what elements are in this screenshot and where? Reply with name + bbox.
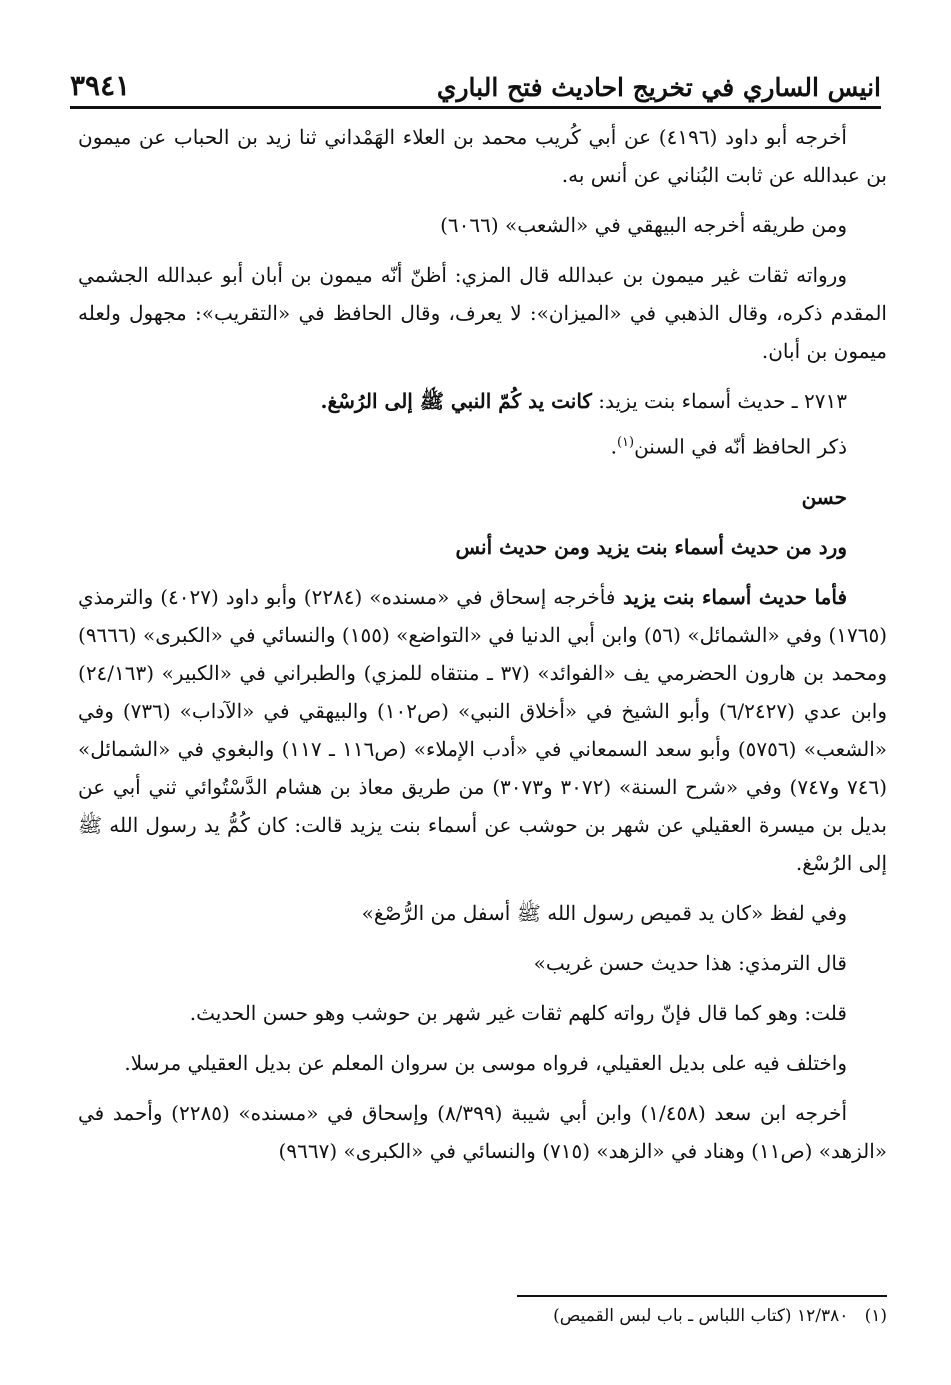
footnote-reference[interactable]: (١): [616, 435, 635, 450]
paragraph-variant-wording: وفي لفظ «كان يد قميص رسول الله ﷺ أسفل من الرُّصْغ»: [361, 900, 847, 925]
sources-heading: ورد من حديث أسماء بنت يزيد ومن حديث أنس: [455, 534, 847, 559]
hafiz-text: ذكر الحافظ أنّه في السنن: [634, 434, 847, 459]
page-number: ٣٩٤١: [70, 69, 131, 102]
paragraph-abu-dawud: أخرجه أبو داود (٤١٩٦) عن أبي كُريب محمد بن العلاء الهَمْداني ثنا زيد بن الحباب عن ميمون بن عبدالله عن ثابت البُناني عن أنس به.: [78, 125, 887, 187]
footnote: [78, 1302, 887, 1330]
grade-heading: حسن: [801, 484, 847, 509]
footnote-separator: [517, 1295, 887, 1297]
paragraph-tirmidhi: قال الترمذي: هذا حديث حسن غريب»: [533, 950, 847, 975]
paragraph-bayhaqi: ومن طريقه أخرجه البيهقي في «الشعب» (٦٠٦٦): [440, 213, 847, 237]
hadith-text: كانت يد كُمّ النبي ﷺ إلى الرُسْغ.: [320, 389, 592, 413]
paragraph-ibn-sad: أخرجه ابن سعد (١/٤٥٨) وابن أبي شيبة (٨/٣٩٩) وإسحاق في «مسنده» (٢٢٨٥) وأحمد في «الزهد» (ص١١) وهناد في «الزهد» (٧١٥) والنسائي في «الكبرى» (٩٦٦٧): [78, 1100, 887, 1163]
page-header: [70, 52, 881, 109]
hadith-number-text: ٢٧١٣ ـ حديث أسماء بنت يزيد:: [591, 389, 847, 413]
footnote-text: ١٢/٣٨٠ (كتاب اللباس ـ باب لبس القميص): [553, 1306, 849, 1326]
hadith-heading: [78, 382, 887, 420]
footnote-marker: (١): [864, 1306, 887, 1326]
hafiz-end: .: [610, 434, 617, 459]
paragraph-narrators: ورواته ثقات غير ميمون بن عبدالله قال المزي: أظنّ أنّه ميمون بن أبان أبو عبدالله الجشمي المقدم ذكره، وقال الذهبي في «الميزان»: لا يعرف، وقال الحافظ في «التقريب»: مجهول ولعله ميمون بن أبان.: [78, 263, 887, 363]
page-body: [78, 118, 887, 1182]
running-title: انيس الساري في تخريج احاديث فتح الباري: [436, 73, 881, 102]
paragraph-assessment: قلت: وهو كما قال فإنّ رواته كلهم ثقات غير شهر بن حوشب وهو حسن الحديث.: [189, 1000, 847, 1025]
paragraph-hafiz: [78, 424, 887, 466]
paragraph-disagreement: واختلف فيه على بديل العقيلي، فرواه موسى بن سروان المعلم عن بديل العقيلي مرسلا.: [124, 1050, 847, 1075]
asma-text: فأخرجه إسحاق في «مسنده» (٢٢٨٤) وأبو داود (٤٠٢٧) والترمذي (١٧٦٥) وفي «الشمائل» (٥٦) وابن أبي الدنيا في «التواضع» (١٥٥) والنسائي في «الكبرى» (٩٦٦٦) ومحمد بن هارون الحضرمي يف «الفوائد» (٣٧ ـ منتقاه للمزي) والطبراني في «الكبير» (٢٤/١٦٣) وابن عدي (٦/٢٤٢٧) وأبو الشيخ في «أخلاق النبي» (ص١٠٢) والبيهقي في «الآداب» (٧٣٦) وفي «الشعب» (٥٧٥٦) وأبو سعد السمعاني في «أدب الإملاء» (ص١١٦ ـ ١١٧) والبغوي في «الشمائل» (٧٤٦ و٧٤٧) وفي «شرح السنة» (٣٠٧٢ و٣٠٧٣) من طريق معاذ بن هشام الدَّسْتُوائي ثني أبي عن بديل بن ميسرة العقيلي عن شهر بن حوشب عن أسماء بنت يزيد قالت: كان كُمُّ يد رسول الله ﷺ إلى الرُسْغ.: [78, 584, 888, 875]
asma-lead: فأما حديث أسماء بنت يزيد: [615, 584, 847, 609]
paragraph-asma-takhrij: [78, 578, 887, 882]
